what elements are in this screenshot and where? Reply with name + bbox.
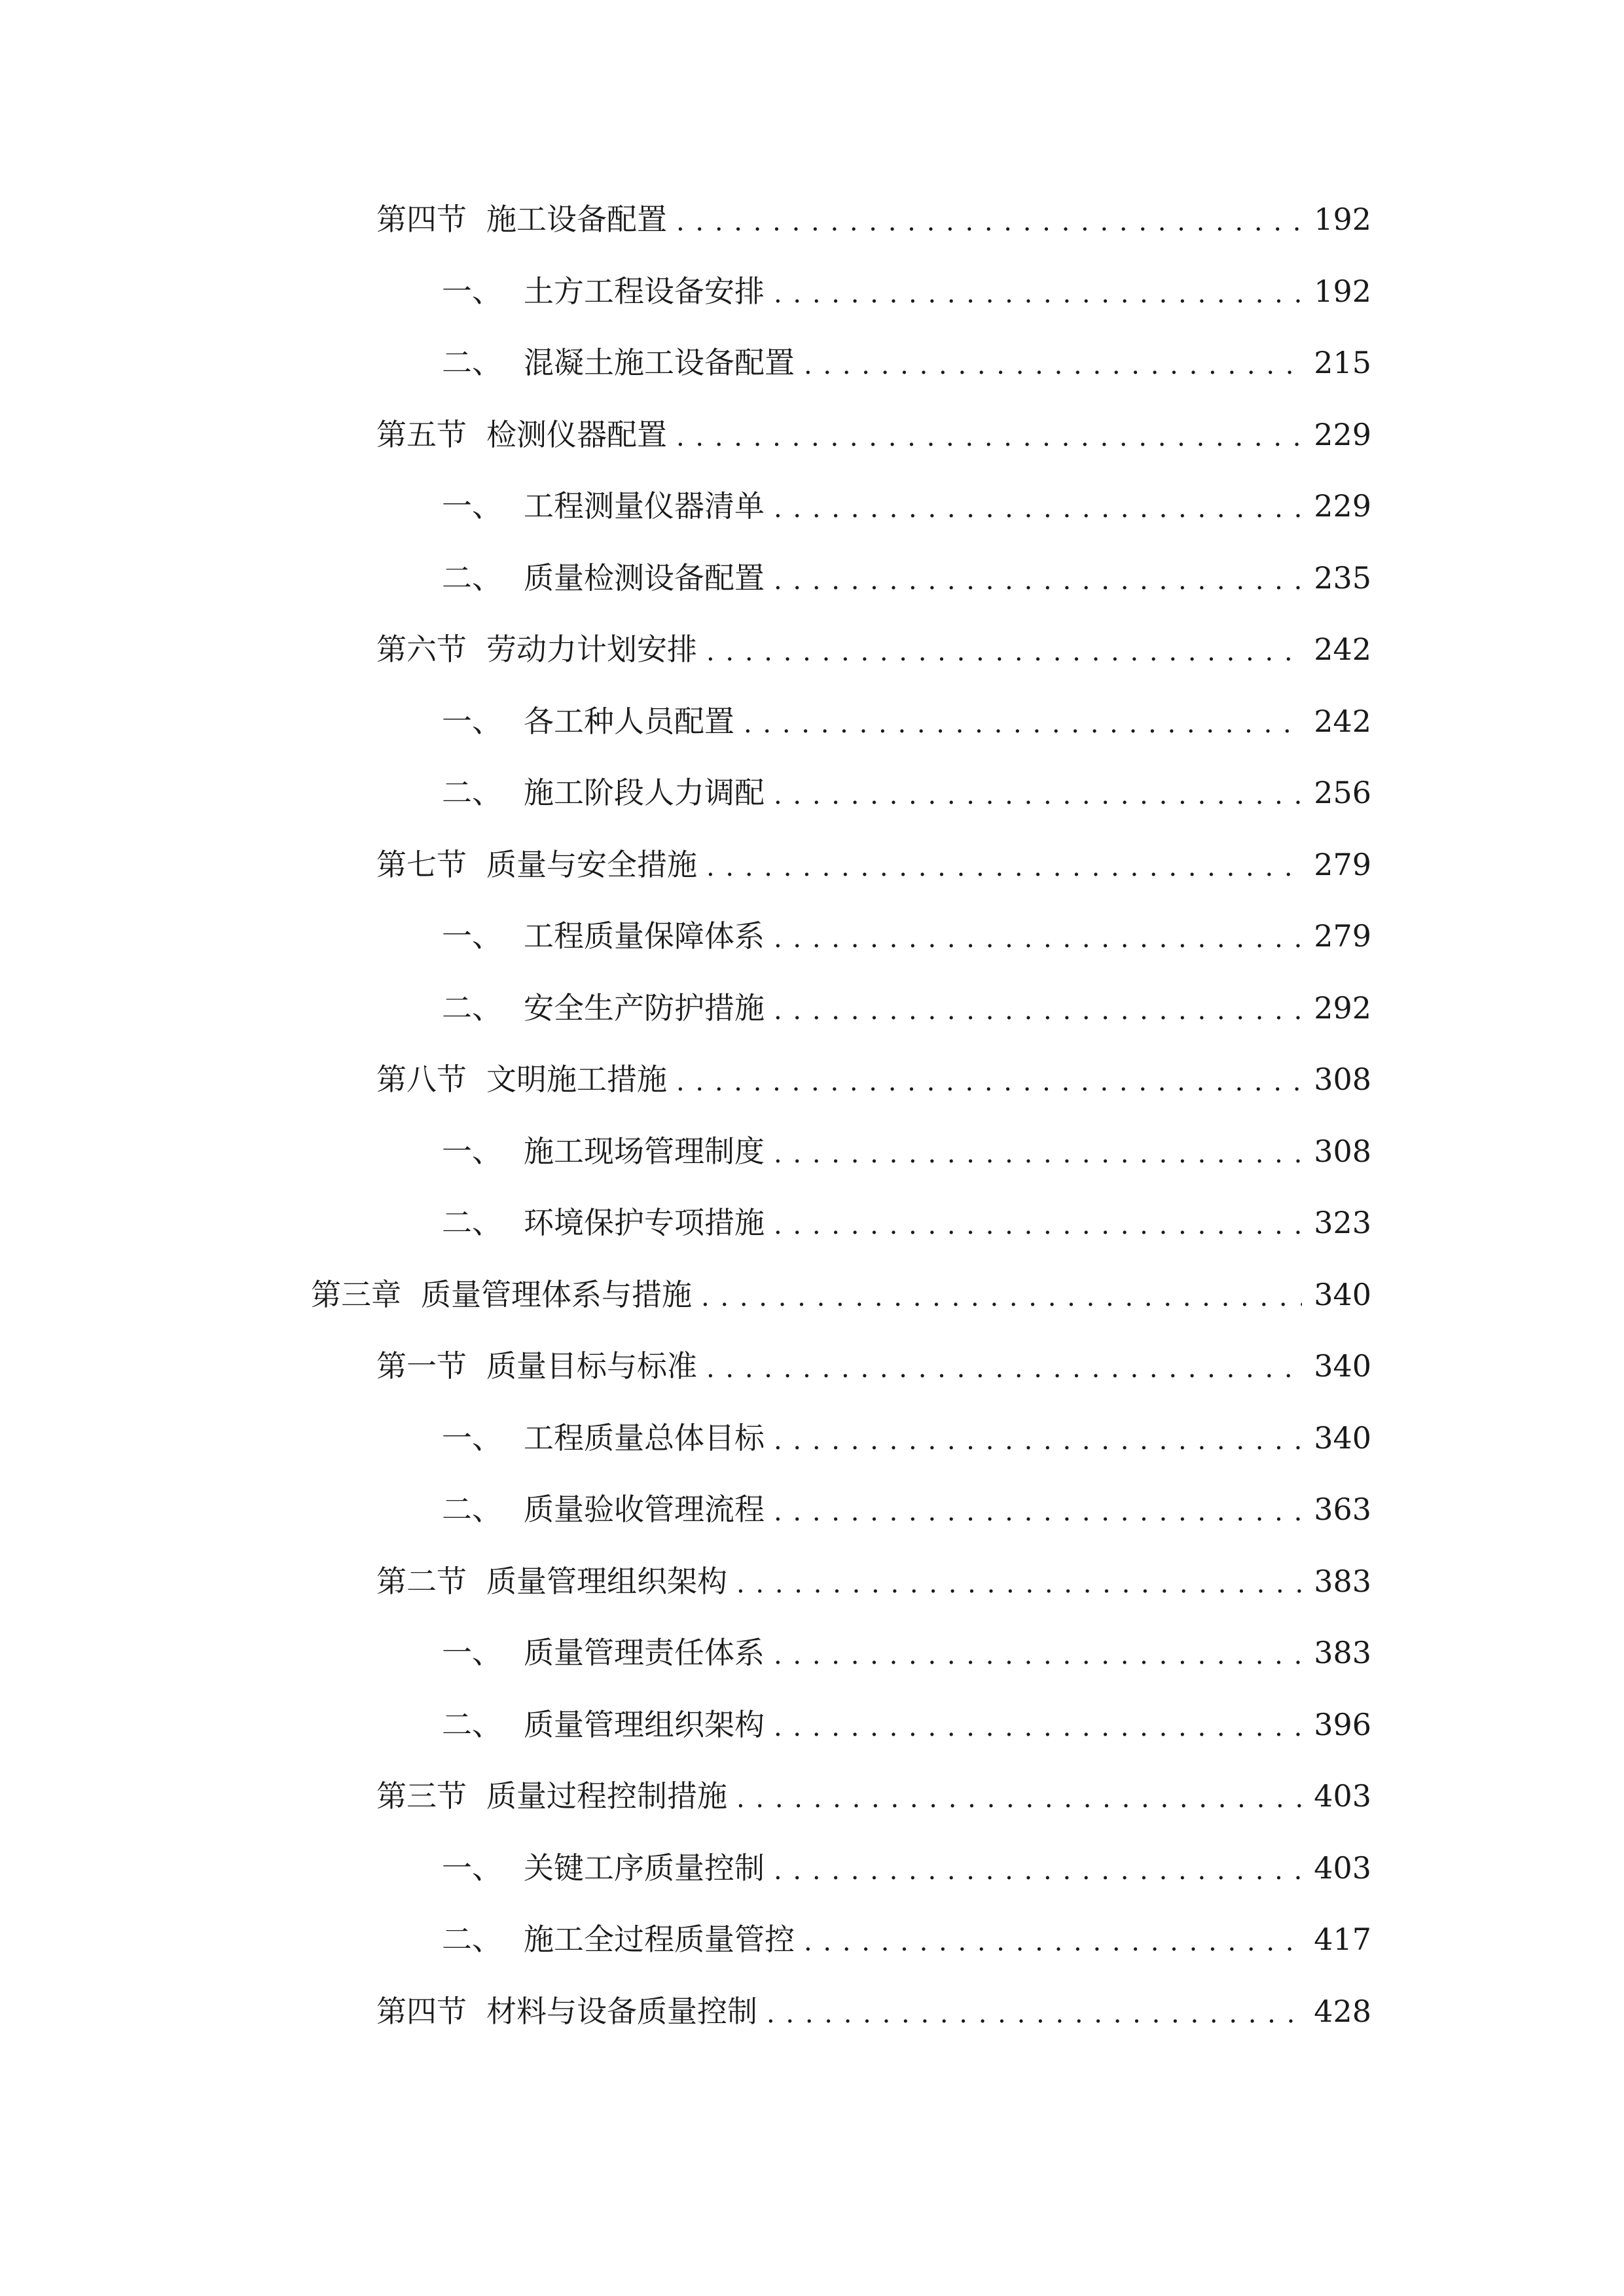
toc-entry-number: 第六节 [376,632,467,667]
toc-entry-title: 各工种人员配置 [524,704,734,739]
toc-entry-number: 第四节 [376,1994,467,2029]
toc-entry[interactable] [442,982,1371,1034]
toc-entry-page-number: 308 [1314,1062,1371,1097]
toc-dot-leader [774,910,1302,962]
toc-entry-title: 施工全过程质量管控 [524,1922,795,1957]
toc-entry-number: 一、 [442,918,502,954]
toc-entry[interactable] [311,1268,1371,1321]
toc-entry-page-number: 340 [1314,1277,1371,1312]
toc-dot-leader [744,695,1302,747]
toc-entry[interactable] [442,480,1371,532]
toc-entry-number: 第二节 [376,1564,467,1599]
toc-entry[interactable] [442,552,1371,604]
toc-dot-leader [706,838,1302,891]
toc-entry-number: 一、 [442,488,502,524]
toc-entry-page-number: 279 [1314,847,1371,882]
toc-dot-leader [774,1698,1302,1751]
toc-entry-page-number: 383 [1314,1635,1371,1670]
toc-entry-title: 混凝土施工设备配置 [524,345,795,380]
toc-entry-title: 质量与安全措施 [486,847,697,882]
toc-entry-number: 二、 [442,1707,502,1742]
toc-entry[interactable] [376,1555,1371,1607]
toc-entry[interactable] [376,1053,1371,1105]
toc-entry[interactable] [442,1196,1371,1249]
toc-entry-number: 一、 [442,1850,502,1886]
toc-entry-page-number: 308 [1314,1134,1371,1169]
toc-entry[interactable] [376,1770,1371,1822]
toc-entry[interactable] [442,1913,1371,1965]
toc-entry-title: 质量管理组织架构 [524,1707,765,1742]
toc-entry-number: 二、 [442,560,502,596]
toc-entry-number: 二、 [442,1205,502,1240]
toc-entry-page-number: 396 [1314,1707,1371,1742]
toc-entry-number: 一、 [442,274,502,309]
toc-entry-number: 二、 [442,345,502,380]
toc-entry-page-number: 235 [1314,560,1371,596]
toc-dot-leader [774,265,1302,317]
toc-entry[interactable] [376,408,1371,461]
toc-entry-page-number: 292 [1314,990,1371,1026]
toc-entry-page-number: 383 [1314,1564,1371,1599]
toc-entry[interactable] [376,838,1371,891]
toc-entry-title: 土方工程设备安排 [524,274,765,309]
toc-dot-leader [774,480,1302,532]
toc-entry-number: 第五节 [376,417,467,452]
toc-entry-page-number: 242 [1314,632,1371,667]
toc-dot-leader [767,1985,1302,2037]
toc-entry-title: 质量目标与标准 [486,1348,697,1384]
toc-entry-page-number: 340 [1314,1348,1371,1384]
toc-entry-title: 质量管理组织架构 [486,1564,727,1599]
toc-dot-leader [774,552,1302,604]
toc-entry[interactable] [442,1842,1371,1894]
toc-entry-title: 劳动力计划安排 [486,632,697,667]
toc-entry[interactable] [376,1985,1371,2037]
toc-entry[interactable] [442,1483,1371,1535]
toc-entry-number: 二、 [442,1922,502,1957]
toc-dot-leader [774,1626,1302,1679]
toc-entry-number: 二、 [442,1492,502,1527]
toc-entry-title: 材料与设备质量控制 [486,1994,757,2029]
toc-entry[interactable] [376,193,1371,245]
toc-dot-leader [774,1412,1302,1464]
toc-dot-leader [676,408,1302,461]
toc-entry-number: 第三章 [311,1277,401,1312]
toc-entry-page-number: 229 [1314,417,1371,452]
toc-dot-leader [676,1053,1302,1105]
toc-entry-title: 质量检测设备配置 [524,560,765,596]
toc-entry-title: 质量管理体系与措施 [421,1277,692,1312]
toc-entry-title: 工程质量总体目标 [524,1420,765,1456]
toc-entry-title: 工程测量仪器清单 [524,488,765,524]
toc-entry-number: 第一节 [376,1348,467,1384]
toc-entry-page-number: 403 [1314,1850,1371,1886]
toc-entry-number: 一、 [442,704,502,739]
toc-entry-number: 二、 [442,775,502,810]
toc-dot-leader [774,1125,1302,1177]
toc-dot-leader [804,1913,1302,1965]
toc-entry-number: 一、 [442,1635,502,1670]
toc-dot-leader [706,623,1302,675]
toc-entry[interactable] [442,1698,1371,1751]
toc-entry-title: 施工现场管理制度 [524,1134,765,1169]
toc-entry-page-number: 192 [1314,202,1371,237]
toc-dot-leader [706,1340,1302,1392]
toc-entry-page-number: 229 [1314,488,1371,524]
toc-entry-title: 检测仪器配置 [486,417,667,452]
toc-entry[interactable] [376,1340,1371,1392]
toc-entry-page-number: 242 [1314,704,1371,739]
toc-dot-leader [774,766,1302,819]
toc-dot-leader [774,1196,1302,1249]
toc-entry-title: 施工设备配置 [486,202,667,237]
toc-entry-title: 质量管理责任体系 [524,1635,765,1670]
toc-entry-page-number: 215 [1314,345,1371,380]
toc-entry-title: 质量验收管理流程 [524,1492,765,1527]
toc-entry[interactable] [442,766,1371,819]
toc-dot-leader [804,336,1302,389]
toc-entry-page-number: 363 [1314,1492,1371,1527]
toc-entry[interactable] [442,1125,1371,1177]
toc-entry-title: 工程质量保障体系 [524,918,765,954]
toc-dot-leader [736,1555,1302,1607]
toc-entry-number: 一、 [442,1134,502,1169]
toc-dot-leader [676,193,1302,245]
toc-entry-page-number: 403 [1314,1778,1371,1814]
toc-entry[interactable] [442,1412,1371,1464]
toc-entry[interactable] [442,695,1371,747]
toc-entry-title: 环境保护专项措施 [524,1205,765,1240]
toc-entry-number: 一、 [442,1420,502,1456]
toc-entry-page-number: 340 [1314,1420,1371,1456]
toc-dot-leader [736,1770,1302,1822]
toc-dot-leader [774,1483,1302,1535]
toc-entry-number: 第八节 [376,1062,467,1097]
toc-entry-title: 文明施工措施 [486,1062,667,1097]
toc-entry-title: 安全生产防护措施 [524,990,765,1026]
toc-entry-page-number: 417 [1314,1922,1371,1957]
toc-dot-leader [774,982,1302,1034]
toc-entry-page-number: 428 [1314,1994,1371,2029]
toc-dot-leader [774,1842,1302,1894]
toc-entry[interactable] [376,623,1371,675]
toc-entry-page-number: 279 [1314,918,1371,954]
toc-entry-number: 第七节 [376,847,467,882]
toc-entry-page-number: 192 [1314,274,1371,309]
toc-entry-title: 施工阶段人力调配 [524,775,765,810]
toc-entry[interactable] [442,265,1371,317]
toc-entry-page-number: 323 [1314,1205,1371,1240]
toc-entry-title: 关键工序质量控制 [524,1850,765,1886]
toc-dot-leader [701,1268,1302,1321]
toc-entry[interactable] [442,910,1371,962]
toc-entry-number: 第三节 [376,1778,467,1814]
toc-entry[interactable] [442,336,1371,389]
toc-entry-number: 第四节 [376,202,467,237]
toc-entry[interactable] [442,1626,1371,1679]
toc-entry-title: 质量过程控制措施 [486,1778,727,1814]
toc-entry-number: 二、 [442,990,502,1026]
toc-entry-page-number: 256 [1314,775,1371,810]
